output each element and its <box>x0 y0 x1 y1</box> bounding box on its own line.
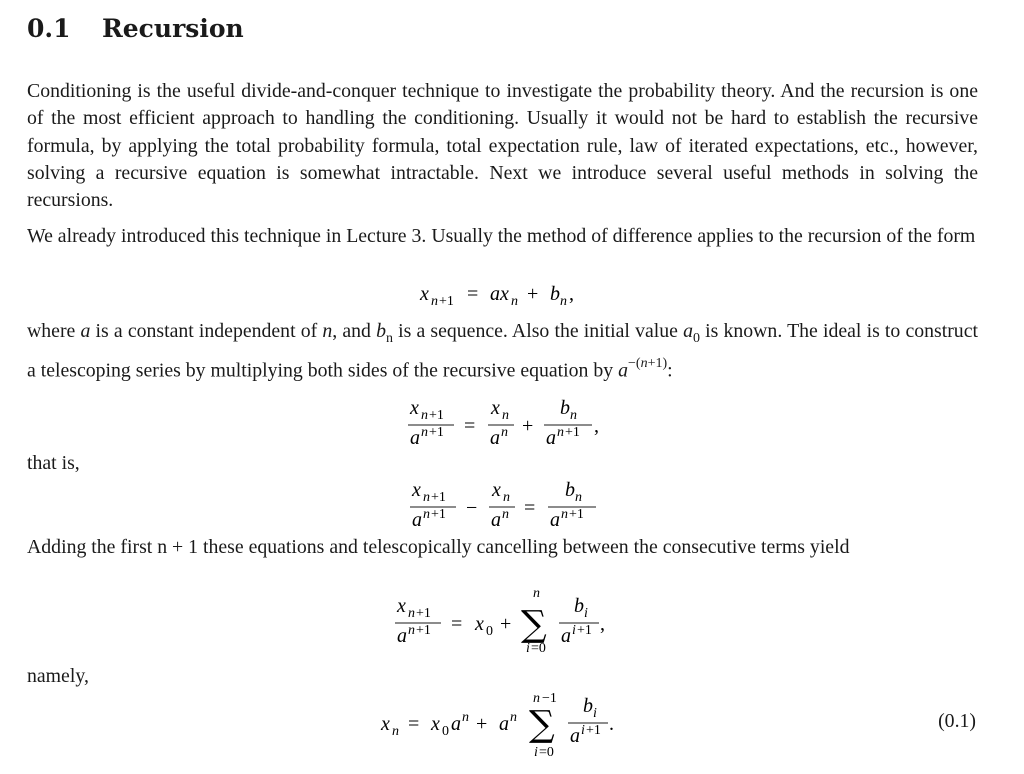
svg-text:n: n <box>560 294 567 309</box>
svg-text:+1: +1 <box>416 623 431 638</box>
svg-text:ax: ax <box>490 283 509 305</box>
svg-text:x: x <box>397 595 406 617</box>
svg-text:n: n <box>503 490 510 505</box>
svg-text:n: n <box>510 710 517 725</box>
svg-text:n: n <box>421 425 428 440</box>
svg-text:+1: +1 <box>431 490 446 505</box>
svg-text:=: = <box>467 283 479 305</box>
svg-text:a: a <box>410 427 420 449</box>
section-heading <box>27 14 244 43</box>
svg-text:+1: +1 <box>416 606 431 621</box>
svg-text:+: + <box>476 713 488 735</box>
svg-text:n: n <box>501 425 508 440</box>
svg-text:b: b <box>583 695 593 717</box>
svg-text:+1: +1 <box>429 425 444 440</box>
svg-text:+: + <box>522 415 534 437</box>
svg-text:,: , <box>594 415 599 437</box>
multiplied-equation-svg <box>406 392 616 447</box>
svg-text:+1: +1 <box>569 507 584 522</box>
that-is-text: that is, <box>27 452 80 474</box>
svg-text:n: n <box>533 586 540 601</box>
svg-text:∑: ∑ <box>521 604 547 645</box>
svg-text:x: x <box>475 613 484 635</box>
svg-text:x: x <box>410 397 419 419</box>
svg-text:=: = <box>524 497 536 519</box>
svg-text:n: n <box>392 724 399 739</box>
svg-text:=0: =0 <box>531 641 546 656</box>
svg-text:a: a <box>397 625 407 647</box>
section-number: 0.1 <box>27 14 71 43</box>
svg-text:−1: −1 <box>542 691 557 706</box>
svg-text:a: a <box>490 427 500 449</box>
intro-paragraph: Conditioning is the useful divide-and-conquer technique to investigate the probability theory. And the recursion is one of the most efficient approach to handling the conditioning. Usually it would not be hard to establish the recursive formula, by applying the total probability formula, total expectation rule, law of iterated expectations, etc., however, solving a recursive equation is somewhat intractable. Next we introduce several useful methods in solving the recursions. <box>27 80 978 212</box>
svg-text:+1: +1 <box>577 623 592 638</box>
svg-text:n: n <box>511 294 518 309</box>
difference-equation-svg <box>408 474 608 529</box>
svg-text:n: n <box>408 623 415 638</box>
svg-text:n: n <box>570 408 577 423</box>
svg-text:n: n <box>533 691 540 706</box>
svg-text:n: n <box>575 490 582 505</box>
svg-text:i: i <box>572 623 576 638</box>
svg-text:n: n <box>561 507 568 522</box>
svg-text:=: = <box>451 613 463 635</box>
svg-text:i: i <box>526 641 530 656</box>
svg-text:+1: +1 <box>439 294 454 309</box>
svg-text:a: a <box>499 713 509 735</box>
svg-text:+1: +1 <box>429 408 444 423</box>
svg-text:n: n <box>423 490 430 505</box>
svg-text:n: n <box>502 408 509 423</box>
svg-text:0: 0 <box>442 724 449 739</box>
svg-text:n: n <box>502 507 509 522</box>
svg-text:a: a <box>550 509 560 531</box>
svg-text:∑: ∑ <box>529 704 555 745</box>
solution-equation <box>381 688 641 766</box>
svg-text:n: n <box>408 606 415 621</box>
multiplied-equation <box>406 392 616 447</box>
svg-text:b: b <box>565 479 575 501</box>
svg-text:x: x <box>412 479 421 501</box>
svg-text:n: n <box>431 294 438 309</box>
svg-text:x: x <box>381 713 390 735</box>
svg-text:−: − <box>466 497 478 519</box>
recursion-equation-svg <box>420 280 600 308</box>
svg-text:a: a <box>546 427 556 449</box>
svg-text:=: = <box>464 415 476 437</box>
svg-text:,: , <box>600 613 605 635</box>
svg-text:.: . <box>609 713 614 735</box>
svg-text:x: x <box>491 397 500 419</box>
svg-text:+1: +1 <box>586 723 601 738</box>
svg-text:n: n <box>557 425 564 440</box>
svg-text:a: a <box>491 509 501 531</box>
svg-text:i: i <box>534 745 538 760</box>
svg-text:+1: +1 <box>565 425 580 440</box>
difference-equation <box>408 474 608 529</box>
recursion-equation <box>420 280 600 308</box>
svg-text:=0: =0 <box>539 745 554 760</box>
svg-text:x: x <box>492 479 501 501</box>
where-paragraph: where a is a constant independent of n, and $b_n$ is a sequence. Also the initial value $a_0$ is known. The ideal is to construct a telescoping series by multiplying both sides of the recursive equation by $a^{-(n+1)}$: <box>27 320 978 382</box>
svg-text:a: a <box>561 625 571 647</box>
svg-text:a: a <box>412 509 422 531</box>
svg-text:i: i <box>593 706 597 721</box>
svg-text:+1: +1 <box>431 507 446 522</box>
svg-text:i: i <box>584 606 588 621</box>
svg-text:0: 0 <box>486 624 493 639</box>
svg-text:,: , <box>569 283 574 305</box>
summed-equation-svg <box>393 584 623 656</box>
svg-text:n: n <box>462 710 469 725</box>
svg-text:+: + <box>527 283 539 305</box>
equation-number: (0.1) <box>938 710 976 732</box>
svg-text:a: a <box>451 713 461 735</box>
svg-text:x: x <box>420 283 429 305</box>
section-title: Recursion <box>102 14 244 43</box>
svg-text:i: i <box>581 723 585 738</box>
svg-text:b: b <box>550 283 560 305</box>
svg-text:+: + <box>500 613 512 635</box>
svg-text:x: x <box>431 713 440 735</box>
namely-text: namely, <box>27 665 89 687</box>
svg-text:=: = <box>408 713 420 735</box>
adding-paragraph: Adding the first n + 1 these equations and telescopically cancelling between the consecutive terms yield <box>27 536 850 558</box>
svg-text:n: n <box>421 408 428 423</box>
svg-text:n: n <box>423 507 430 522</box>
svg-text:b: b <box>574 595 584 617</box>
method-intro-paragraph: We already introduced this technique in Lecture 3. Usually the method of difference applies to the recursion of the form <box>27 225 976 247</box>
svg-text:a: a <box>570 725 580 747</box>
svg-text:b: b <box>560 397 570 419</box>
summed-equation <box>393 584 623 656</box>
solution-equation-svg <box>381 688 641 766</box>
